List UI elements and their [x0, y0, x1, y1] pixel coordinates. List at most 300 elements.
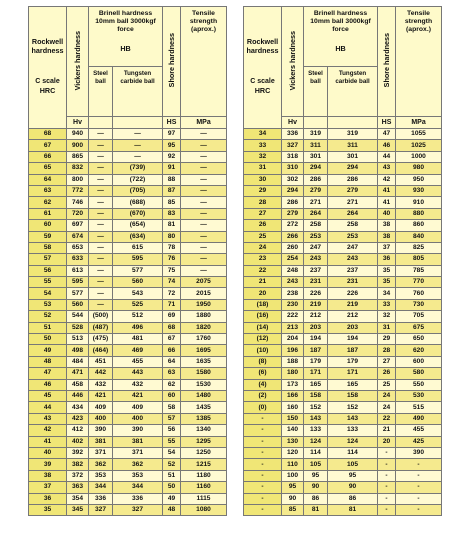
- hrc-cell: 45: [29, 390, 67, 401]
- table-row: [29, 345, 227, 356]
- hv-cell: 940: [67, 129, 89, 140]
- tensile-header: [181, 7, 227, 117]
- hrc-cell: 62: [29, 197, 67, 208]
- hv-cell: 633: [67, 254, 89, 265]
- hs-cell: 62: [163, 379, 181, 390]
- steel-ball-cell: 286: [304, 174, 328, 185]
- tungsten-cell: 421: [113, 390, 163, 401]
- hs-cell: 80: [163, 231, 181, 242]
- mpa-cell: 1880: [181, 311, 227, 322]
- hv-cell: 188: [282, 356, 304, 367]
- hv-cell: 697: [67, 220, 89, 231]
- steel-ball-cell: —: [89, 254, 113, 265]
- hs-cell: 37: [378, 242, 396, 253]
- hs-cell: 68: [163, 322, 181, 333]
- hrc-cell: 39: [29, 459, 67, 470]
- tungsten-cell: 543: [113, 288, 163, 299]
- steel-ball-cell: 336: [89, 493, 113, 504]
- mpa-cell: 705: [396, 311, 442, 322]
- steel-ball-cell: 105: [304, 459, 328, 470]
- hs-cell: 25: [378, 379, 396, 390]
- hs-cell: 55: [163, 436, 181, 447]
- hrc-cell: 36: [29, 493, 67, 504]
- hrc-cell: 56: [29, 265, 67, 276]
- table-row: [29, 299, 227, 310]
- hs-cell: 76: [163, 254, 181, 265]
- hv-cell: 372: [67, 470, 89, 481]
- tungsten-cell: 353: [113, 470, 163, 481]
- table-row: [244, 185, 442, 196]
- hv-cell: 160: [282, 402, 304, 413]
- hv-cell: 243: [282, 277, 304, 288]
- mpa-cell: —: [181, 242, 227, 253]
- hv-cell: 294: [282, 185, 304, 196]
- shore-title: Shore hardness: [167, 33, 177, 88]
- hs-cell: 24: [378, 402, 396, 413]
- mpa-cell: 730: [396, 299, 442, 310]
- steel-ball-cell: 243: [304, 254, 328, 265]
- hs-cell: 54: [163, 447, 181, 458]
- hs-cell: 26: [378, 368, 396, 379]
- steel-ball-cell: 362: [89, 459, 113, 470]
- hrc-cell: (8): [244, 356, 282, 367]
- hv-cell: 772: [67, 185, 89, 196]
- steel-ball-cell: 301: [304, 151, 328, 162]
- hv-cell: 166: [282, 390, 304, 401]
- rockwell-title: Rockwell hardness: [31, 37, 64, 55]
- mpa-cell: 2075: [181, 277, 227, 288]
- steel-ball-cell: 353: [89, 470, 113, 481]
- steel-ball-cell: 432: [89, 379, 113, 390]
- table-row: [29, 288, 227, 299]
- steel-ball-cell: 390: [89, 425, 113, 436]
- hrc-cell: 24: [244, 242, 282, 253]
- table-row: [244, 402, 442, 413]
- steel-ball-cell: 171: [304, 368, 328, 379]
- hrc-unit: HRC: [39, 86, 56, 95]
- table-row: [29, 379, 227, 390]
- hs-cell: 64: [163, 356, 181, 367]
- steel-ball-cell: 95: [304, 470, 328, 481]
- table-row: [29, 140, 227, 151]
- steel-ball-cell: 327: [89, 504, 113, 515]
- table-row: [29, 504, 227, 515]
- hs-cell: 69: [163, 311, 181, 322]
- hrc-cell: 38: [29, 470, 67, 481]
- mpa-unit-right: MPa: [396, 117, 442, 129]
- steel-ball-cell: (475): [89, 334, 113, 345]
- tungsten-cell: 81: [328, 504, 378, 515]
- hv-cell: 279: [282, 208, 304, 219]
- hv-cell: 302: [282, 174, 304, 185]
- hs-cell: 24: [378, 390, 396, 401]
- rockwell-title-right: Rockwell hardness: [246, 37, 279, 55]
- mpa-cell: 1695: [181, 345, 227, 356]
- hardness-table-left: [28, 6, 227, 516]
- hs-cell: 21: [378, 425, 396, 436]
- hv-cell: 260: [282, 242, 304, 253]
- hv-cell: 363: [67, 482, 89, 493]
- hs-cell: 20: [378, 436, 396, 447]
- table-row: [29, 436, 227, 447]
- mpa-cell: 930: [396, 185, 442, 196]
- tungsten-cell: 455: [113, 356, 163, 367]
- steel-ball-cell: (464): [89, 345, 113, 356]
- mpa-cell: 1760: [181, 334, 227, 345]
- table-row: [244, 129, 442, 140]
- hrc-cell: 33: [244, 140, 282, 151]
- hs-cell: 67: [163, 334, 181, 345]
- steel-ball-label: Steel ball: [93, 70, 108, 85]
- tungsten-unit-empty: [113, 117, 163, 129]
- table-row: [29, 197, 227, 208]
- mpa-cell: 425: [396, 436, 442, 447]
- hrc-cell: 46: [29, 379, 67, 390]
- hv-cell: 120: [282, 447, 304, 458]
- hs-cell: 87: [163, 185, 181, 196]
- mpa-cell: 675: [396, 322, 442, 333]
- hrc-cell: 40: [29, 447, 67, 458]
- table-row: [29, 129, 227, 140]
- hrc-cell: 30: [244, 174, 282, 185]
- steel-ball-cell: 90: [304, 482, 328, 493]
- steel-ball-cell: —: [89, 220, 113, 231]
- hs-cell: 52: [163, 459, 181, 470]
- tungsten-cell: 443: [113, 368, 163, 379]
- hv-cell: 544: [67, 311, 89, 322]
- mpa-cell: 1340: [181, 425, 227, 436]
- mpa-unit: MPa: [181, 117, 227, 129]
- hs-cell: 91: [163, 163, 181, 174]
- hrc-cell: (12): [244, 334, 282, 345]
- hrc-cell: 49: [29, 345, 67, 356]
- mpa-cell: 1480: [181, 390, 227, 401]
- shore-title-right: Shore hardness: [382, 33, 392, 88]
- steel-ball-cell: 421: [89, 390, 113, 401]
- mpa-cell: 1435: [181, 402, 227, 413]
- c-scale-label-right: C scale: [250, 78, 275, 85]
- steel-ball-cell: —: [89, 208, 113, 219]
- steel-ball-cell: —: [89, 299, 113, 310]
- hs-cell: 56: [163, 425, 181, 436]
- table-row: [244, 311, 442, 322]
- hrc-cell: 68: [29, 129, 67, 140]
- brinell-header: [89, 7, 163, 67]
- hs-cell: 29: [378, 334, 396, 345]
- table-row: [29, 482, 227, 493]
- mpa-cell: 760: [396, 288, 442, 299]
- hs-cell: 32: [378, 311, 396, 322]
- steel-ball-cell: 179: [304, 356, 328, 367]
- steel-ball-cell: —: [89, 231, 113, 242]
- table-row: [244, 436, 442, 447]
- tensile-title-right: Tensile strength (aprox.): [404, 10, 433, 33]
- hrc-cell: 26: [244, 220, 282, 231]
- tungsten-cell: —: [113, 129, 163, 140]
- tungsten-cell: (722): [113, 174, 163, 185]
- shore-header-right: [378, 7, 396, 117]
- steel-ball-cell: —: [89, 151, 113, 162]
- hs-cell: 35: [378, 265, 396, 276]
- tungsten-unit-empty-right: [328, 117, 378, 129]
- hrc-cell: (0): [244, 402, 282, 413]
- hrc-cell: -: [244, 482, 282, 493]
- hv-cell: 354: [67, 493, 89, 504]
- tungsten-cell: 336: [113, 493, 163, 504]
- tungsten-cell: 319: [328, 129, 378, 140]
- tungsten-cell: 86: [328, 493, 378, 504]
- steel-ball-cell: 203: [304, 322, 328, 333]
- tungsten-cell: 258: [328, 220, 378, 231]
- table-row: [244, 368, 442, 379]
- hv-cell: 230: [282, 299, 304, 310]
- mpa-cell: 550: [396, 379, 442, 390]
- mpa-cell: —: [181, 265, 227, 276]
- hv-cell: 196: [282, 345, 304, 356]
- hv-cell: 310: [282, 163, 304, 174]
- hrc-cell: -: [244, 425, 282, 436]
- steel-ball-header-right: [304, 67, 328, 117]
- hs-cell: 66: [163, 345, 181, 356]
- steel-ball-cell: 264: [304, 208, 328, 219]
- hs-cell: 38: [378, 220, 396, 231]
- tungsten-cell: 237: [328, 265, 378, 276]
- steel-ball-label-right: Steel ball: [308, 70, 323, 85]
- hs-cell: -: [378, 493, 396, 504]
- hv-cell: 266: [282, 231, 304, 242]
- tungsten-cell: 301: [328, 151, 378, 162]
- tungsten-cell: 253: [328, 231, 378, 242]
- table-row: [244, 277, 442, 288]
- tungsten-cell: 615: [113, 242, 163, 253]
- hrc-cell: 48: [29, 356, 67, 367]
- tungsten-cell: 165: [328, 379, 378, 390]
- hs-cell: 46: [378, 140, 396, 151]
- hv-cell: 900: [67, 140, 89, 151]
- tungsten-cell: 194: [328, 334, 378, 345]
- mpa-cell: —: [181, 129, 227, 140]
- hv-cell: 345: [67, 504, 89, 515]
- tungsten-cell: 344: [113, 482, 163, 493]
- mpa-cell: 1055: [396, 129, 442, 140]
- mpa-cell: 390: [396, 447, 442, 458]
- steel-ball-cell: 219: [304, 299, 328, 310]
- steel-unit-empty: [89, 117, 113, 129]
- hrc-cell: 42: [29, 425, 67, 436]
- hs-cell: 88: [163, 174, 181, 185]
- hrc-cell: -: [244, 413, 282, 424]
- hrc-cell: (10): [244, 345, 282, 356]
- hs-cell: 42: [378, 174, 396, 185]
- tungsten-cell: 400: [113, 413, 163, 424]
- steel-ball-cell: 371: [89, 447, 113, 458]
- tungsten-label-right: Tungsten carbide ball: [335, 70, 370, 85]
- hs-cell: 33: [378, 299, 396, 310]
- table-row: [244, 254, 442, 265]
- hrc-cell: 44: [29, 402, 67, 413]
- hs-cell: 35: [378, 277, 396, 288]
- tungsten-cell: 496: [113, 322, 163, 333]
- hs-cell: 74: [163, 277, 181, 288]
- hs-cell: 50: [163, 482, 181, 493]
- hs-cell: 83: [163, 208, 181, 219]
- hrc-cell: 37: [29, 482, 67, 493]
- tungsten-header-right: [328, 67, 378, 117]
- hs-cell: 31: [378, 322, 396, 333]
- hs-cell: 41: [378, 185, 396, 196]
- hrc-cell: 41: [29, 436, 67, 447]
- tungsten-cell: 143: [328, 413, 378, 424]
- table-row: [244, 265, 442, 276]
- steel-ball-cell: 400: [89, 413, 113, 424]
- steel-ball-cell: 86: [304, 493, 328, 504]
- tungsten-cell: 133: [328, 425, 378, 436]
- table-row: [29, 368, 227, 379]
- hs-cell: 44: [378, 151, 396, 162]
- table-row: [29, 413, 227, 424]
- hv-cell: 130: [282, 436, 304, 447]
- tungsten-cell: 469: [113, 345, 163, 356]
- hv-cell: 865: [67, 151, 89, 162]
- hrc-cell: 32: [244, 151, 282, 162]
- mpa-cell: —: [181, 197, 227, 208]
- hv-cell: 180: [282, 368, 304, 379]
- hs-unit: HS: [163, 117, 181, 129]
- hrc-cell: -: [244, 470, 282, 481]
- hrc-cell: 66: [29, 151, 67, 162]
- table-row: [29, 265, 227, 276]
- hv-cell: 254: [282, 254, 304, 265]
- table-row: [244, 482, 442, 493]
- hrc-cell: 67: [29, 140, 67, 151]
- mpa-cell: 2015: [181, 288, 227, 299]
- tungsten-cell: 187: [328, 345, 378, 356]
- tungsten-cell: (739): [113, 163, 163, 174]
- table-row: [244, 470, 442, 481]
- table-row: [244, 459, 442, 470]
- hv-cell: 204: [282, 334, 304, 345]
- hs-cell: 43: [378, 163, 396, 174]
- steel-ball-cell: —: [89, 242, 113, 253]
- table-row: [29, 220, 227, 231]
- hrc-cell: -: [244, 436, 282, 447]
- hs-cell: 40: [378, 208, 396, 219]
- hv-cell: 423: [67, 413, 89, 424]
- steel-ball-cell: 212: [304, 311, 328, 322]
- steel-unit-empty-right: [304, 117, 328, 129]
- mpa-cell: 455: [396, 425, 442, 436]
- hrc-cell: 58: [29, 242, 67, 253]
- hv-cell: 800: [67, 174, 89, 185]
- mpa-cell: 580: [396, 368, 442, 379]
- tungsten-cell: 171: [328, 368, 378, 379]
- tungsten-cell: 327: [113, 504, 163, 515]
- mpa-cell: 1180: [181, 470, 227, 481]
- tungsten-cell: 124: [328, 436, 378, 447]
- hs-cell: 81: [163, 220, 181, 231]
- hs-cell: 57: [163, 413, 181, 424]
- hrc-cell: -: [244, 447, 282, 458]
- table-row: [244, 334, 442, 345]
- hs-cell: 58: [163, 402, 181, 413]
- table-row: [244, 174, 442, 185]
- hs-cell: -: [378, 447, 396, 458]
- steel-ball-cell: —: [89, 197, 113, 208]
- tungsten-cell: 231: [328, 277, 378, 288]
- steel-ball-cell: 253: [304, 231, 328, 242]
- mpa-cell: 840: [396, 231, 442, 242]
- hv-cell: 90: [282, 493, 304, 504]
- hv-unit-right: Hv: [282, 117, 304, 129]
- tungsten-cell: 286: [328, 174, 378, 185]
- table-row: [244, 288, 442, 299]
- mpa-cell: 910: [396, 197, 442, 208]
- hv-cell: 458: [67, 379, 89, 390]
- hv-cell: 100: [282, 470, 304, 481]
- hv-cell: 85: [282, 504, 304, 515]
- hv-cell: 318: [282, 151, 304, 162]
- hv-cell: 150: [282, 413, 304, 424]
- hrc-cell: (18): [244, 299, 282, 310]
- mpa-cell: 600: [396, 356, 442, 367]
- tungsten-cell: (705): [113, 185, 163, 196]
- mpa-cell: -: [396, 504, 442, 515]
- hv-cell: 110: [282, 459, 304, 470]
- steel-ball-cell: —: [89, 163, 113, 174]
- hv-cell: 392: [67, 447, 89, 458]
- tungsten-cell: 212: [328, 311, 378, 322]
- tungsten-cell: 371: [113, 447, 163, 458]
- hv-cell: 336: [282, 129, 304, 140]
- tungsten-cell: 362: [113, 459, 163, 470]
- table-body-right: [244, 129, 442, 516]
- hrc-cell: 22: [244, 265, 282, 276]
- steel-ball-header: [89, 67, 113, 117]
- table-row: [29, 425, 227, 436]
- table-row: [29, 447, 227, 458]
- hardness-table-right: [243, 6, 442, 516]
- table-row: [29, 151, 227, 162]
- table-row: [244, 140, 442, 151]
- tungsten-cell: 203: [328, 322, 378, 333]
- steel-ball-cell: 319: [304, 129, 328, 140]
- steel-ball-cell: —: [89, 277, 113, 288]
- mpa-cell: 530: [396, 390, 442, 401]
- hrc-cell: 63: [29, 185, 67, 196]
- tungsten-cell: 243: [328, 254, 378, 265]
- tungsten-cell: 271: [328, 197, 378, 208]
- mpa-cell: —: [181, 254, 227, 265]
- mpa-cell: 950: [396, 174, 442, 185]
- table-row: [29, 231, 227, 242]
- hv-cell: 653: [67, 242, 89, 253]
- tungsten-cell: 512: [113, 311, 163, 322]
- hs-cell: 72: [163, 288, 181, 299]
- tungsten-cell: (670): [113, 208, 163, 219]
- steel-ball-cell: 165: [304, 379, 328, 390]
- hv-cell: 434: [67, 402, 89, 413]
- table-row: [244, 208, 442, 219]
- tungsten-cell: 595: [113, 254, 163, 265]
- tungsten-cell: 152: [328, 402, 378, 413]
- tungsten-cell: 247: [328, 242, 378, 253]
- hs-cell: 47: [378, 129, 396, 140]
- table-row: [244, 242, 442, 253]
- tungsten-cell: 90: [328, 482, 378, 493]
- mpa-cell: 860: [396, 220, 442, 231]
- mpa-cell: 1025: [396, 140, 442, 151]
- steel-ball-cell: 381: [89, 436, 113, 447]
